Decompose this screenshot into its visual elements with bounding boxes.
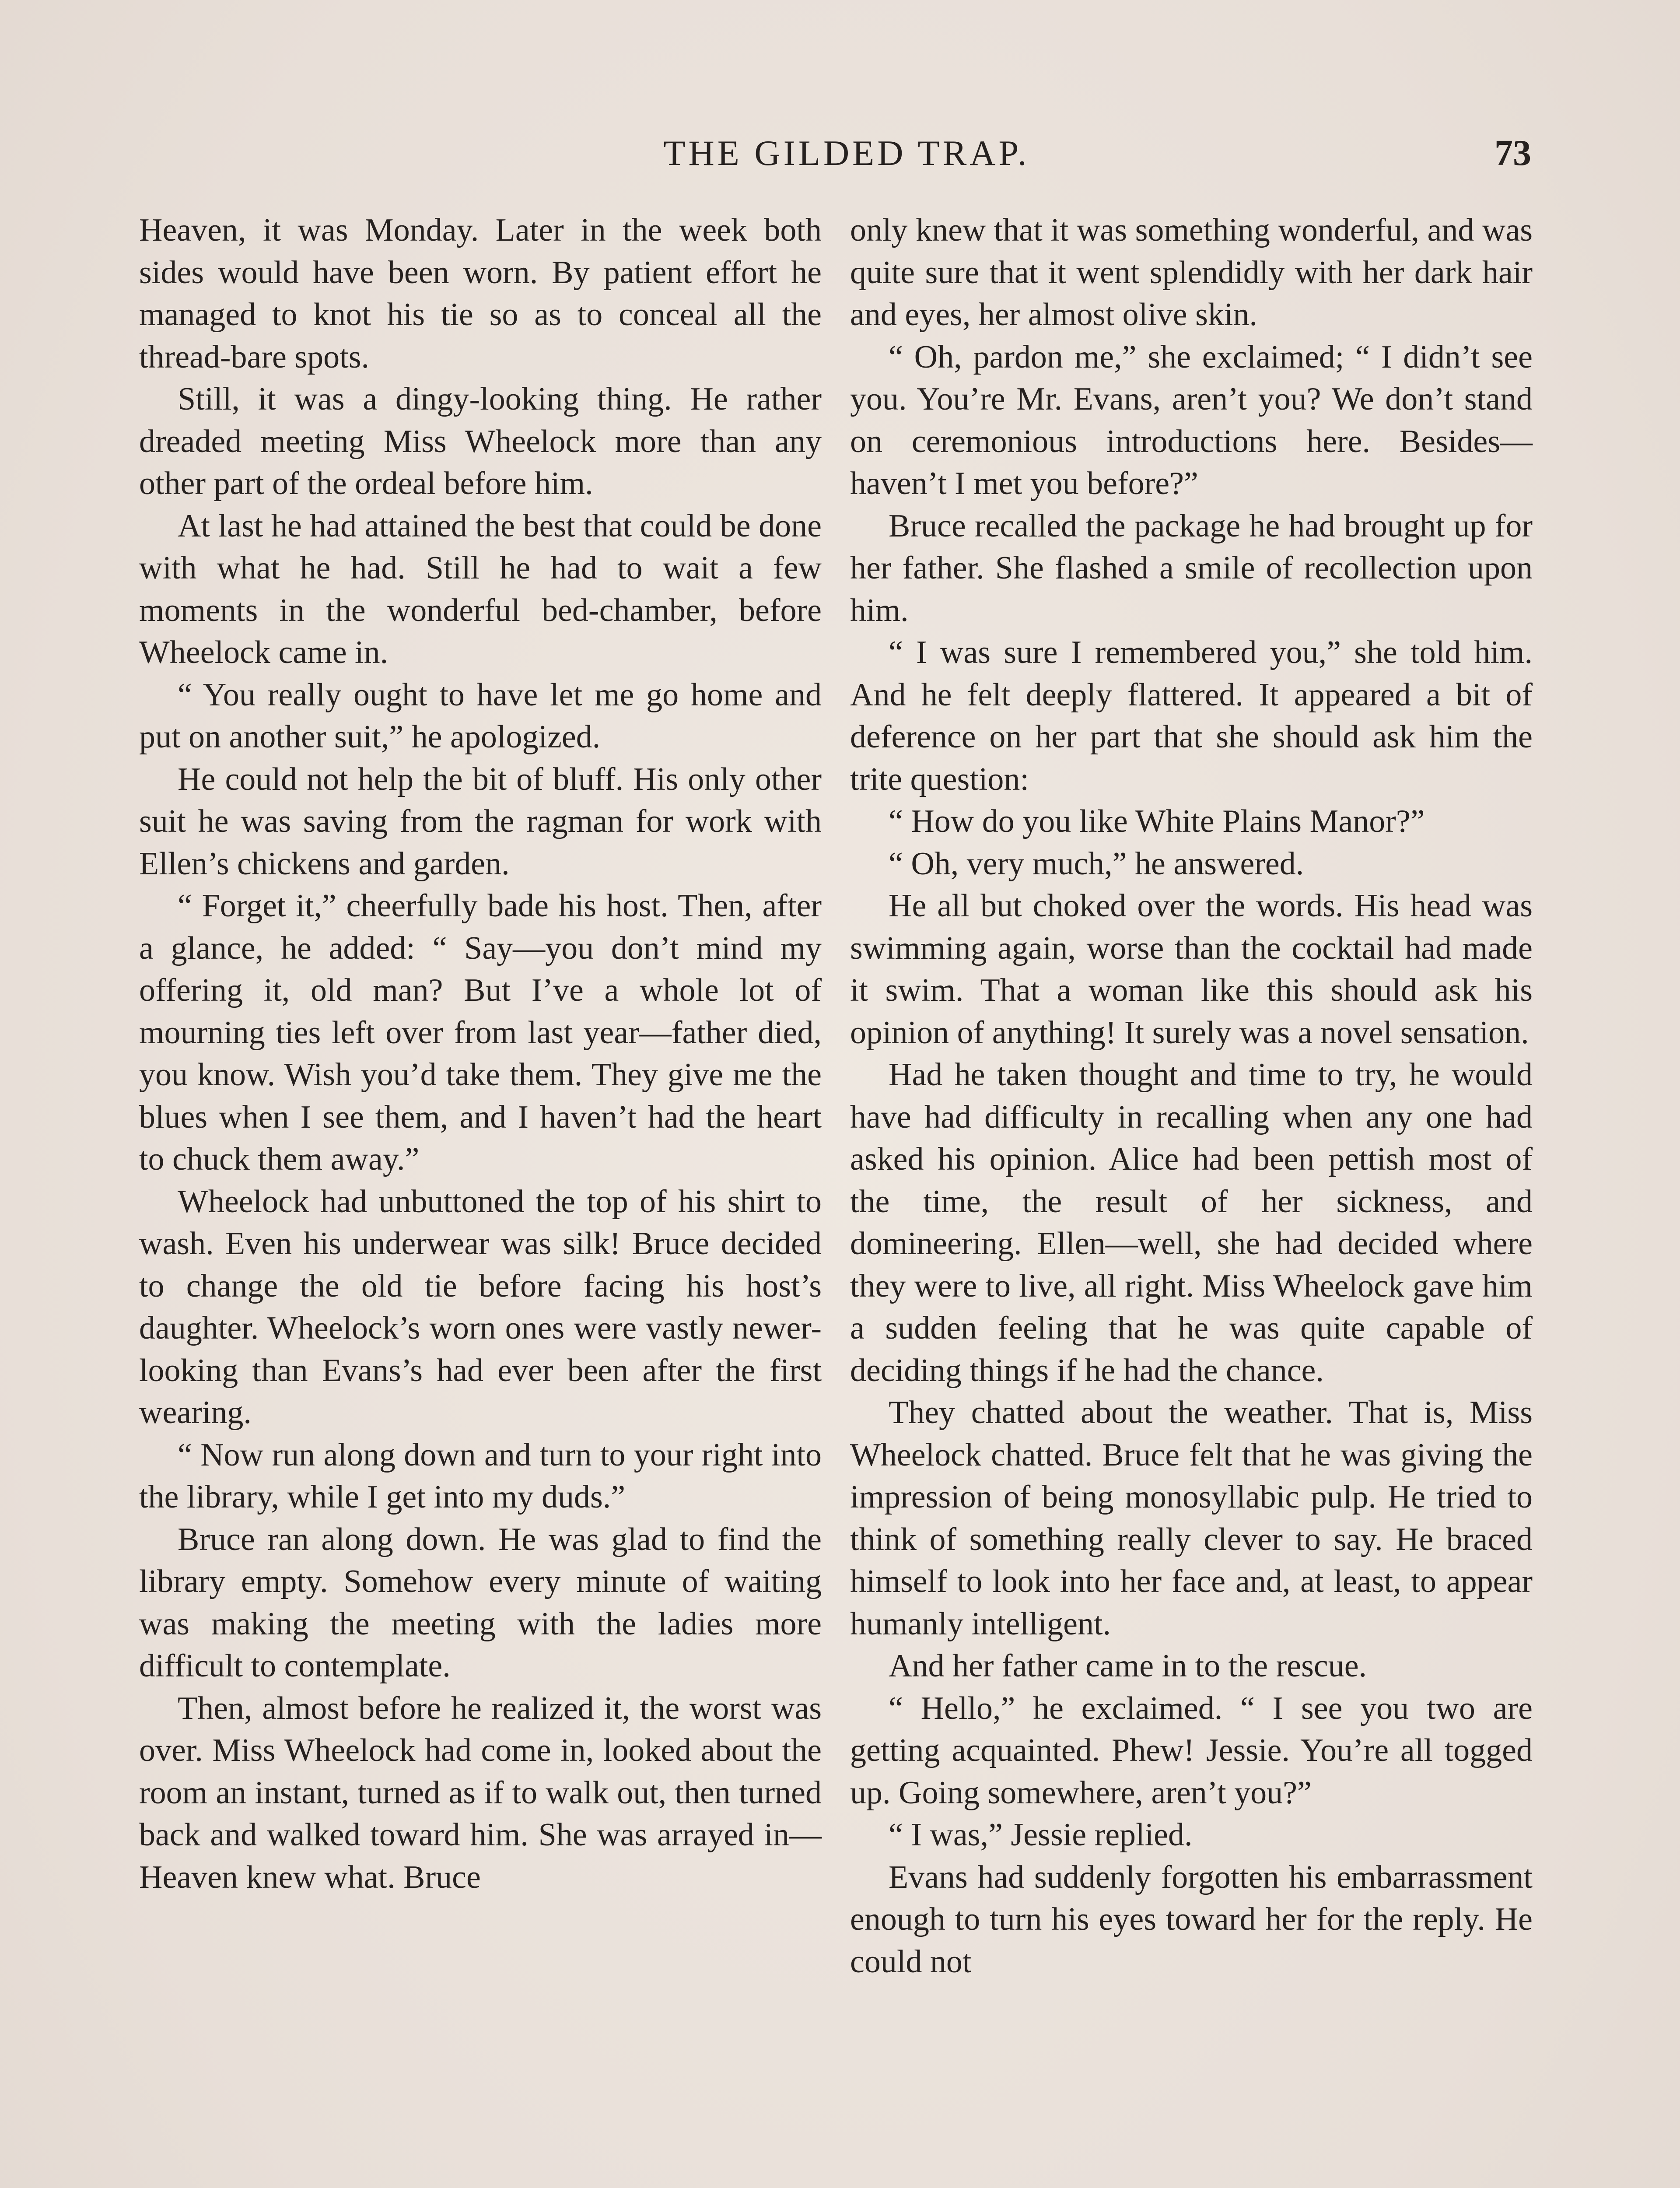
paragraph: Had he taken thought and time to try, he would have had difficulty in recalling when any one had asked his opinion. Alice had been pettish most of the time, the result of her sickness, and domineering. Ellen—well, she had decided where they were to live, all right. Miss Wheelock gave him a sudden feeling that he was quite capable of deciding things if he had the chance. [850,1057,1533,1389]
paragraph: Bruce ran along down. He was glad to find the library empty. Somehow every minute of waiting was making the meeting with the ladies more difficult to contemplate. [139,1521,822,1684]
paragraph: Then, almost before he realized it, the worst was over. Miss Wheelock had come in, looked about the room an instant, turned as if to walk out, then turned back and walked toward him. She was arrayed in—Heaven knew what. Bruce [139,1690,822,1895]
paragraph: “ I was sure I remembered you,” she told him. And he felt deeply flattered. It appeared a bit of deference on her part that she should ask him the trite question: [850,635,1533,797]
paragraph: “ I was,” Jessie replied. [889,1817,1193,1853]
paragraph: “ You really ought to have let me go home and put on another suit,” he apologized. [139,677,822,755]
right-column [850,209,1533,1983]
running-head [131,127,1562,179]
paragraph: At last he had attained the best that could be done with what he had. Still he had to wait a few moments in the wonderful bed-chamber, before Wheelock came in. [139,508,822,670]
paragraph: “ Now run along down and turn to your right into the library, while I get into my duds.” [139,1437,822,1515]
left-column [139,209,822,1898]
paragraph: Bruce recalled the package he had brought up for her father. She flashed a smile of recollection upon him. [850,508,1533,628]
page-number: 73 [1494,133,1531,173]
paragraph: And her father came in to the rescue. [889,1648,1367,1684]
paragraph: “ Forget it,” cheerfully bade his host. Then, after a glance, he added: “ Say—you don’t mind my offering it, old man? But I’ve a whole lot of mourning ties left over from last year—father died, you know. Wish you’d take them. They give me the blues when I see them, and I haven’t had the heart to chuck them away.” [139,888,822,1177]
paragraph: Heaven, it was Monday. Later in the week both sides would have been worn. By patient effort he managed to knot his tie so as to conceal all the thread-bare spots. [139,212,822,375]
running-title: THE GILDED TRAP. [663,133,1030,173]
paragraph: He all but choked over the words. His head was swimming again, worse than the cocktail had made it swim. That a woman like this should ask his opinion of anything! It surely was a novel sensation. [850,888,1533,1051]
paragraph: “ Oh, pardon me,” she exclaimed; “ I didn’t see you. You’re Mr. Evans, aren’t you? We don’t stand on ceremonious introductions here. Besides—haven’t I met you before?” [850,339,1533,501]
paragraph: He could not help the bit of bluff. His only other suit he was saving from the ragman for work with Ellen’s chickens and garden. [139,761,822,882]
paragraph: “ Hello,” he exclaimed. “ I see you two are getting acquainted. Phew! Jessie. You’re all togged up. Going somewhere, aren’t you?” [850,1690,1533,1811]
paragraph: Evans had suddenly forgotten his embarrassment enough to turn his eyes toward her for the reply. He could not [850,1859,1533,1980]
paragraph: “ How do you like White Plains Manor?” [889,803,1425,839]
paragraph: Still, it was a dingy-looking thing. He rather dreaded meeting Miss Wheelock more than any other part of the ordeal before him. [139,381,822,501]
paragraph: Wheelock had unbuttoned the top of his shirt to wash. Even his underwear was silk! Bruce decided to change the old tie before facing his host’s daughter. Wheelock’s worn ones were vastly newer-looking than Evans’s had ever been after the first wearing. [139,1183,822,1431]
paragraph: only knew that it was something wonderful, and was quite sure that it went splendidly with her dark hair and eyes, her almost olive skin. [850,212,1533,333]
paragraph: They chatted about the weather. That is, Miss Wheelock chatted. Bruce felt that he was giving the impression of being monosyllabic pulp. He tried to think of something really clever to say. He braced himself to look into her face and, at least, to appear humanly intelligent. [850,1395,1533,1642]
paragraph: “ Oh, very much,” he answered. [889,845,1304,882]
